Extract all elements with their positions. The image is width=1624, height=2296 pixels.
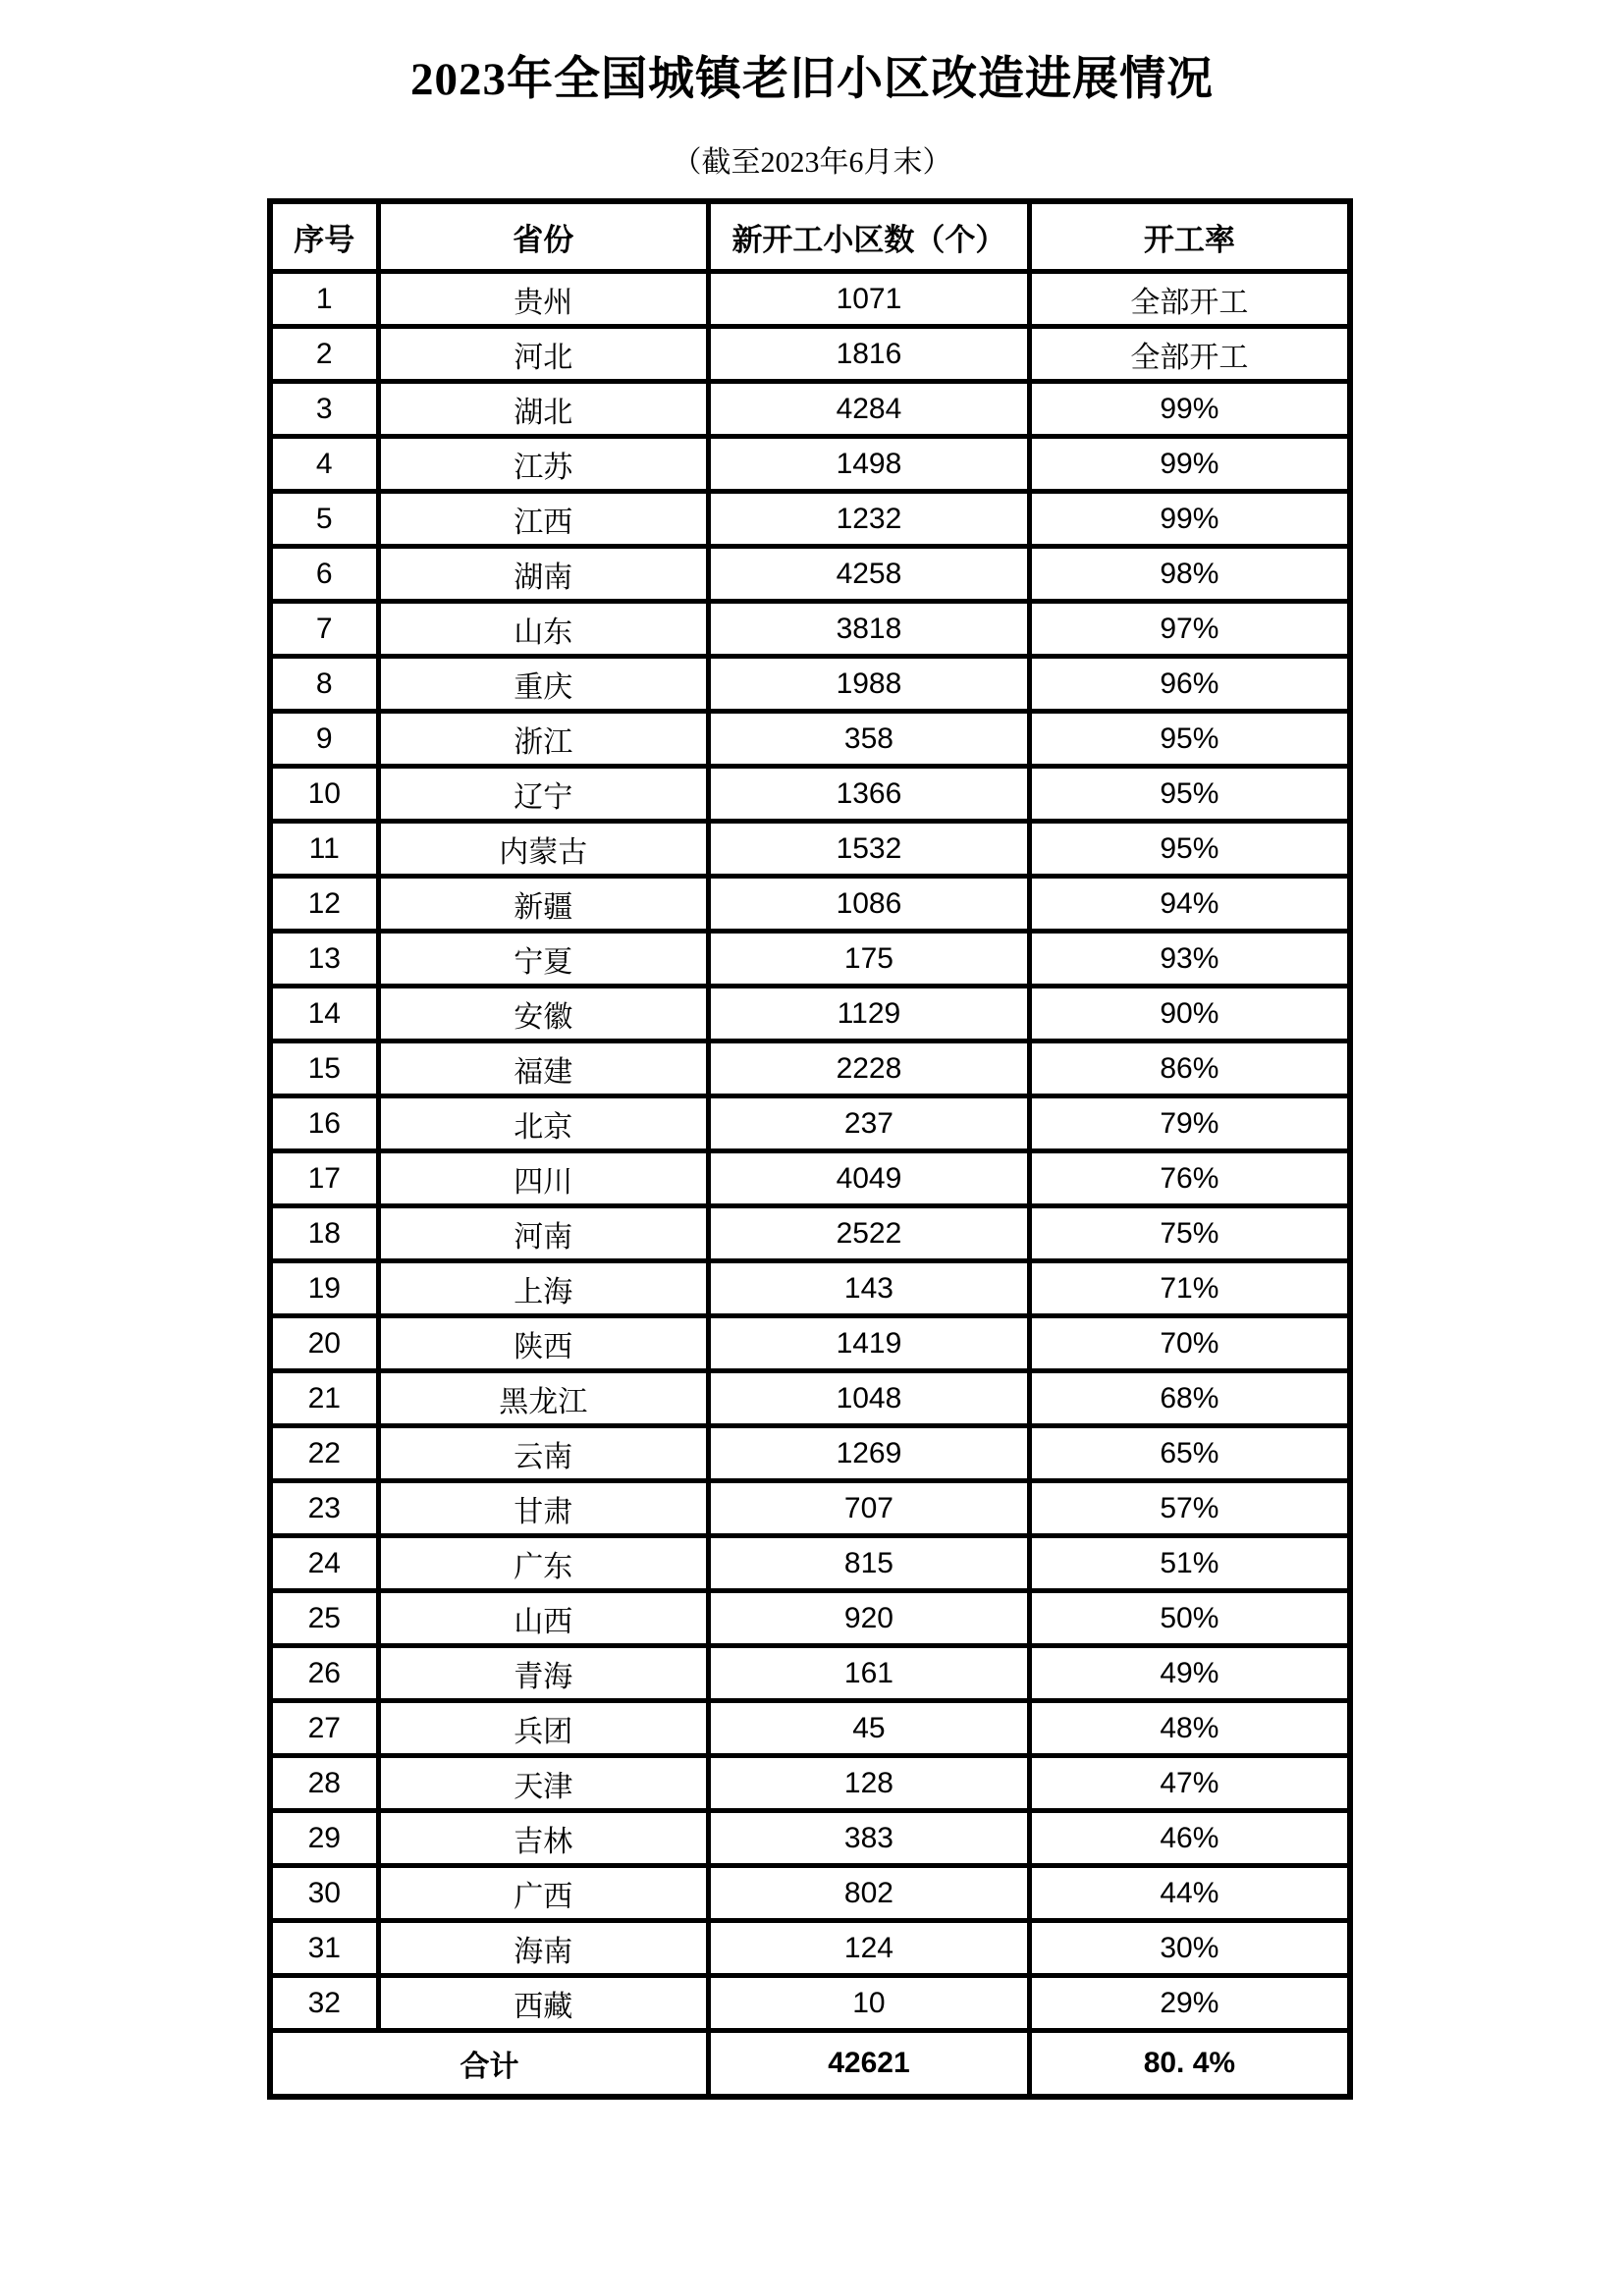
cell-serial-number: 13	[270, 932, 378, 987]
cell-community-count: 237	[709, 1096, 1030, 1151]
cell-serial-number: 29	[270, 1811, 378, 1866]
cell-serial-number: 8	[270, 657, 378, 712]
header-start-rate: 开工率	[1029, 201, 1350, 272]
cell-start-rate: 94%	[1029, 877, 1350, 932]
cell-community-count: 161	[709, 1646, 1030, 1701]
cell-serial-number: 25	[270, 1591, 378, 1646]
cell-start-rate: 79%	[1029, 1096, 1350, 1151]
cell-province-name: 广西	[378, 1866, 709, 1921]
table-row	[270, 1866, 1350, 1921]
cell-community-count: 358	[709, 712, 1030, 767]
cell-province-name: 河南	[378, 1206, 709, 1261]
table-total-row	[270, 2031, 1350, 2098]
header-province: 省份	[378, 201, 709, 272]
cell-province-name: 四川	[378, 1151, 709, 1206]
page-subtitle: （截至2023年6月末）	[672, 146, 952, 179]
table-row	[270, 327, 1350, 382]
cell-start-rate: 98%	[1029, 547, 1350, 602]
cell-community-count: 3818	[709, 602, 1030, 657]
table-row	[270, 822, 1350, 877]
table-row	[270, 712, 1350, 767]
cell-community-count: 143	[709, 1261, 1030, 1316]
cell-serial-number: 26	[270, 1646, 378, 1701]
header-new-start-count: 新开工小区数（个）	[709, 201, 1030, 272]
cell-community-count: 1988	[709, 657, 1030, 712]
cell-start-rate: 47%	[1029, 1756, 1350, 1811]
total-start-rate: 80. 4%	[1029, 2031, 1350, 2098]
cell-province-name: 河北	[378, 327, 709, 382]
cell-start-rate: 70%	[1029, 1316, 1350, 1371]
cell-serial-number: 5	[270, 492, 378, 547]
cell-province-name: 北京	[378, 1096, 709, 1151]
cell-province-name: 上海	[378, 1261, 709, 1316]
table-row	[270, 382, 1350, 437]
cell-community-count: 920	[709, 1591, 1030, 1646]
cell-start-rate: 99%	[1029, 382, 1350, 437]
cell-serial-number: 6	[270, 547, 378, 602]
cell-community-count: 2228	[709, 1041, 1030, 1096]
cell-start-rate: 48%	[1029, 1701, 1350, 1756]
cell-serial-number: 7	[270, 602, 378, 657]
cell-community-count: 1048	[709, 1371, 1030, 1426]
cell-community-count: 1086	[709, 877, 1030, 932]
cell-community-count: 10	[709, 1976, 1030, 2031]
cell-start-rate: 44%	[1029, 1866, 1350, 1921]
cell-serial-number: 11	[270, 822, 378, 877]
header-serial-number: 序号	[270, 201, 378, 272]
cell-community-count: 4284	[709, 382, 1030, 437]
cell-community-count: 2522	[709, 1206, 1030, 1261]
cell-start-rate: 65%	[1029, 1426, 1350, 1481]
cell-start-rate: 86%	[1029, 1041, 1350, 1096]
cell-province-name: 安徽	[378, 987, 709, 1041]
cell-province-name: 云南	[378, 1426, 709, 1481]
cell-province-name: 福建	[378, 1041, 709, 1096]
table-row	[270, 437, 1350, 492]
cell-start-rate: 46%	[1029, 1811, 1350, 1866]
cell-serial-number: 18	[270, 1206, 378, 1261]
table-row	[270, 1811, 1350, 1866]
cell-province-name: 兵团	[378, 1701, 709, 1756]
cell-province-name: 青海	[378, 1646, 709, 1701]
cell-serial-number: 16	[270, 1096, 378, 1151]
table-row	[270, 1756, 1350, 1811]
cell-community-count: 175	[709, 932, 1030, 987]
table-row	[270, 877, 1350, 932]
cell-serial-number: 4	[270, 437, 378, 492]
cell-start-rate: 95%	[1029, 712, 1350, 767]
cell-province-name: 重庆	[378, 657, 709, 712]
cell-start-rate: 99%	[1029, 492, 1350, 547]
table-row	[270, 492, 1350, 547]
cell-serial-number: 30	[270, 1866, 378, 1921]
cell-start-rate: 90%	[1029, 987, 1350, 1041]
table-row	[270, 767, 1350, 822]
cell-serial-number: 27	[270, 1701, 378, 1756]
cell-community-count: 1532	[709, 822, 1030, 877]
cell-start-rate: 95%	[1029, 822, 1350, 877]
cell-start-rate: 50%	[1029, 1591, 1350, 1646]
cell-start-rate: 29%	[1029, 1976, 1350, 2031]
cell-start-rate: 75%	[1029, 1206, 1350, 1261]
cell-community-count: 4258	[709, 547, 1030, 602]
cell-serial-number: 3	[270, 382, 378, 437]
cell-community-count: 1366	[709, 767, 1030, 822]
cell-serial-number: 22	[270, 1426, 378, 1481]
cell-community-count: 45	[709, 1701, 1030, 1756]
cell-serial-number: 21	[270, 1371, 378, 1426]
cell-community-count: 1232	[709, 492, 1030, 547]
cell-serial-number: 9	[270, 712, 378, 767]
cell-start-rate: 99%	[1029, 437, 1350, 492]
table-row	[270, 1261, 1350, 1316]
cell-serial-number: 28	[270, 1756, 378, 1811]
cell-start-rate: 76%	[1029, 1151, 1350, 1206]
cell-province-name: 山东	[378, 602, 709, 657]
cell-province-name: 浙江	[378, 712, 709, 767]
cell-community-count: 1071	[709, 272, 1030, 327]
table-row	[270, 1591, 1350, 1646]
table-row	[270, 1371, 1350, 1426]
table-row	[270, 1921, 1350, 1976]
cell-province-name: 山西	[378, 1591, 709, 1646]
cell-province-name: 江西	[378, 492, 709, 547]
cell-serial-number: 23	[270, 1481, 378, 1536]
cell-community-count: 128	[709, 1756, 1030, 1811]
cell-community-count: 1419	[709, 1316, 1030, 1371]
cell-community-count: 124	[709, 1921, 1030, 1976]
cell-community-count: 1816	[709, 327, 1030, 382]
table-row	[270, 1206, 1350, 1261]
cell-province-name: 新疆	[378, 877, 709, 932]
cell-province-name: 天津	[378, 1756, 709, 1811]
cell-province-name: 陕西	[378, 1316, 709, 1371]
cell-province-name: 湖北	[378, 382, 709, 437]
cell-start-rate: 51%	[1029, 1536, 1350, 1591]
cell-start-rate: 71%	[1029, 1261, 1350, 1316]
cell-province-name: 内蒙古	[378, 822, 709, 877]
table-row	[270, 1096, 1350, 1151]
cell-province-name: 西藏	[378, 1976, 709, 2031]
page-title: 2023年全国城镇老旧小区改造进展情况	[410, 54, 1214, 105]
cell-province-name: 广东	[378, 1536, 709, 1591]
cell-serial-number: 19	[270, 1261, 378, 1316]
cell-province-name: 宁夏	[378, 932, 709, 987]
table-row	[270, 932, 1350, 987]
table-row	[270, 1646, 1350, 1701]
cell-start-rate: 30%	[1029, 1921, 1350, 1976]
table-row	[270, 547, 1350, 602]
table-header-row	[270, 201, 1350, 272]
cell-community-count: 1129	[709, 987, 1030, 1041]
cell-province-name: 甘肃	[378, 1481, 709, 1536]
cell-province-name: 湖南	[378, 547, 709, 602]
cell-province-name: 黑龙江	[378, 1371, 709, 1426]
cell-start-rate: 全部开工	[1029, 327, 1350, 382]
cell-community-count: 1269	[709, 1426, 1030, 1481]
table-row	[270, 1426, 1350, 1481]
cell-serial-number: 17	[270, 1151, 378, 1206]
total-community-count: 42621	[709, 2031, 1030, 2098]
cell-start-rate: 68%	[1029, 1371, 1350, 1426]
cell-serial-number: 32	[270, 1976, 378, 2031]
cell-serial-number: 15	[270, 1041, 378, 1096]
cell-serial-number: 24	[270, 1536, 378, 1591]
cell-province-name: 吉林	[378, 1811, 709, 1866]
cell-community-count: 802	[709, 1866, 1030, 1921]
cell-start-rate: 49%	[1029, 1646, 1350, 1701]
cell-start-rate: 全部开工	[1029, 272, 1350, 327]
table-row	[270, 1536, 1350, 1591]
table-row	[270, 602, 1350, 657]
cell-community-count: 1498	[709, 437, 1030, 492]
table-row	[270, 1976, 1350, 2031]
cell-start-rate: 57%	[1029, 1481, 1350, 1536]
cell-serial-number: 12	[270, 877, 378, 932]
cell-community-count: 815	[709, 1536, 1030, 1591]
cell-start-rate: 93%	[1029, 932, 1350, 987]
cell-community-count: 383	[709, 1811, 1030, 1866]
table-row	[270, 1481, 1350, 1536]
cell-province-name: 辽宁	[378, 767, 709, 822]
cell-serial-number: 14	[270, 987, 378, 1041]
cell-serial-number: 31	[270, 1921, 378, 1976]
cell-serial-number: 2	[270, 327, 378, 382]
table-row	[270, 1041, 1350, 1096]
cell-serial-number: 1	[270, 272, 378, 327]
table-row	[270, 1316, 1350, 1371]
table-row	[270, 1151, 1350, 1206]
cell-province-name: 贵州	[378, 272, 709, 327]
table-row	[270, 1701, 1350, 1756]
cell-start-rate: 96%	[1029, 657, 1350, 712]
table-row	[270, 657, 1350, 712]
cell-start-rate: 97%	[1029, 602, 1350, 657]
cell-community-count: 4049	[709, 1151, 1030, 1206]
cell-community-count: 707	[709, 1481, 1030, 1536]
cell-serial-number: 10	[270, 767, 378, 822]
cell-province-name: 海南	[378, 1921, 709, 1976]
cell-province-name: 江苏	[378, 437, 709, 492]
renovation-progress-table	[267, 198, 1353, 2100]
table-row	[270, 272, 1350, 327]
table-row	[270, 987, 1350, 1041]
total-label: 合计	[270, 2031, 709, 2098]
cell-start-rate: 95%	[1029, 767, 1350, 822]
cell-serial-number: 20	[270, 1316, 378, 1371]
